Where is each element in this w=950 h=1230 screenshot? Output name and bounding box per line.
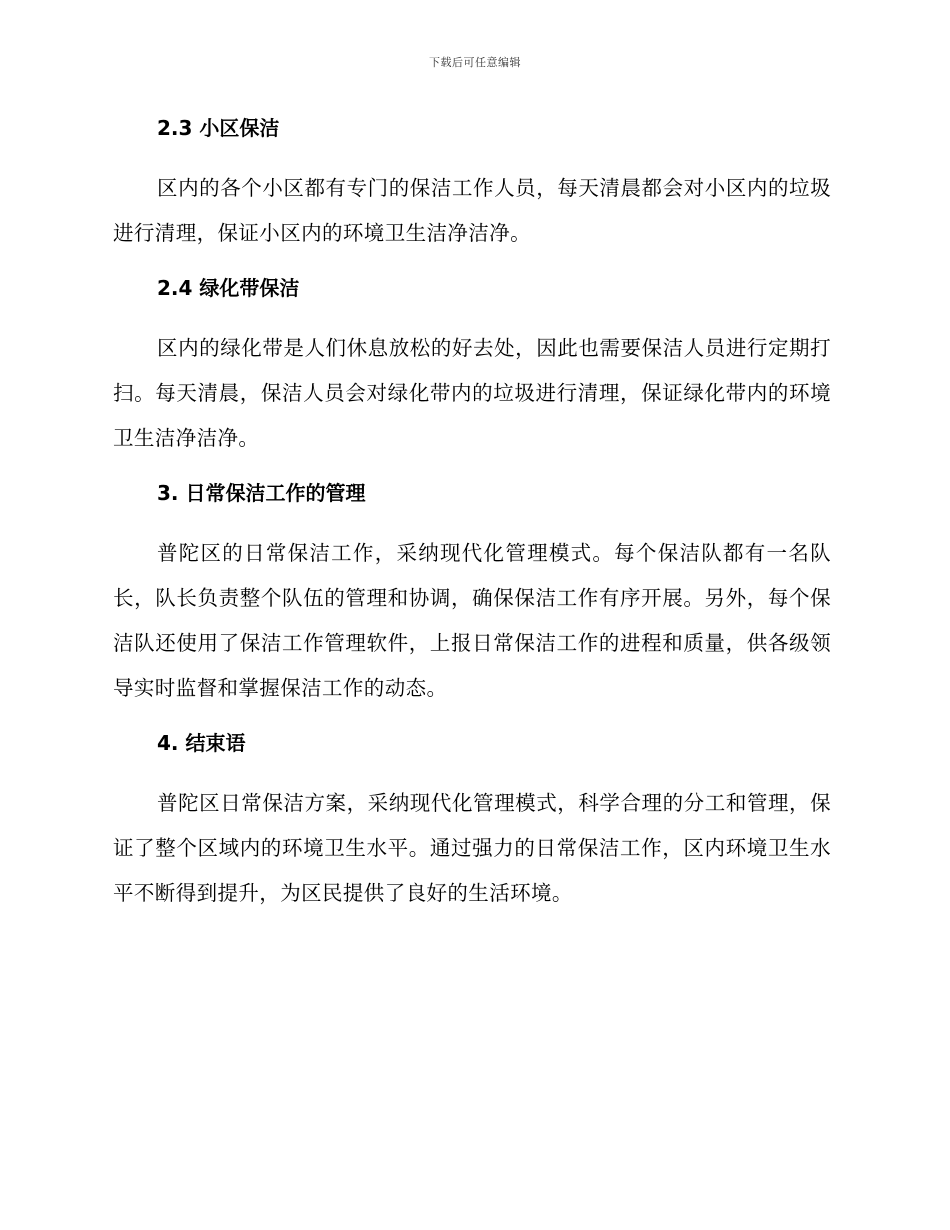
page-header-note: 下载后可任意编辑	[429, 56, 521, 69]
document-body	[113, 112, 831, 916]
section-heading-2-3: 2.3 小区保洁	[157, 116, 280, 140]
section-paragraph-2-3: 区内的各个小区都有专门的保洁工作人员，每天清晨都会对小区内的垃圾进行清理，保证小区内的环境卫生洁净洁净。	[113, 176, 831, 245]
spacer	[113, 256, 831, 272]
spacer	[113, 144, 831, 166]
spacer	[113, 461, 831, 477]
section-heading-4: 4. 结束语	[157, 731, 246, 755]
section-heading-2-4: 2.4 绿化带保洁	[157, 276, 300, 300]
section-paragraph-4: 普陀区日常保洁方案，采纳现代化管理模式，科学合理的分工和管理，保证了整个区域内的环境卫生水平。通过强力的日常保洁工作，区内环境卫生水平不断得到提升，为区民提供了良好的生活环境。	[113, 791, 831, 905]
section-paragraph-2-4: 区内的绿化带是人们休息放松的好去处，因此也需要保洁人员进行定期打扫。每天清晨，保洁人员会对绿化带内的垃圾进行清理，保证绿化带内的环境卫生洁净洁净。	[113, 336, 831, 450]
spacer	[113, 304, 831, 326]
section-paragraph-3: 普陀区的日常保洁工作，采纳现代化管理模式。每个保洁队都有一名队长，队长负责整个队伍的管理和协调，确保保洁工作有序开展。另外，每个保洁队还使用了保洁工作管理软件，上报日常保洁工作的进程和质量，供各级领导实时监督和掌握保洁工作的动态。	[113, 541, 831, 700]
section-heading-3: 3. 日常保洁工作的管理	[157, 481, 366, 505]
spacer	[113, 509, 831, 531]
spacer	[113, 711, 831, 727]
spacer	[113, 759, 831, 781]
